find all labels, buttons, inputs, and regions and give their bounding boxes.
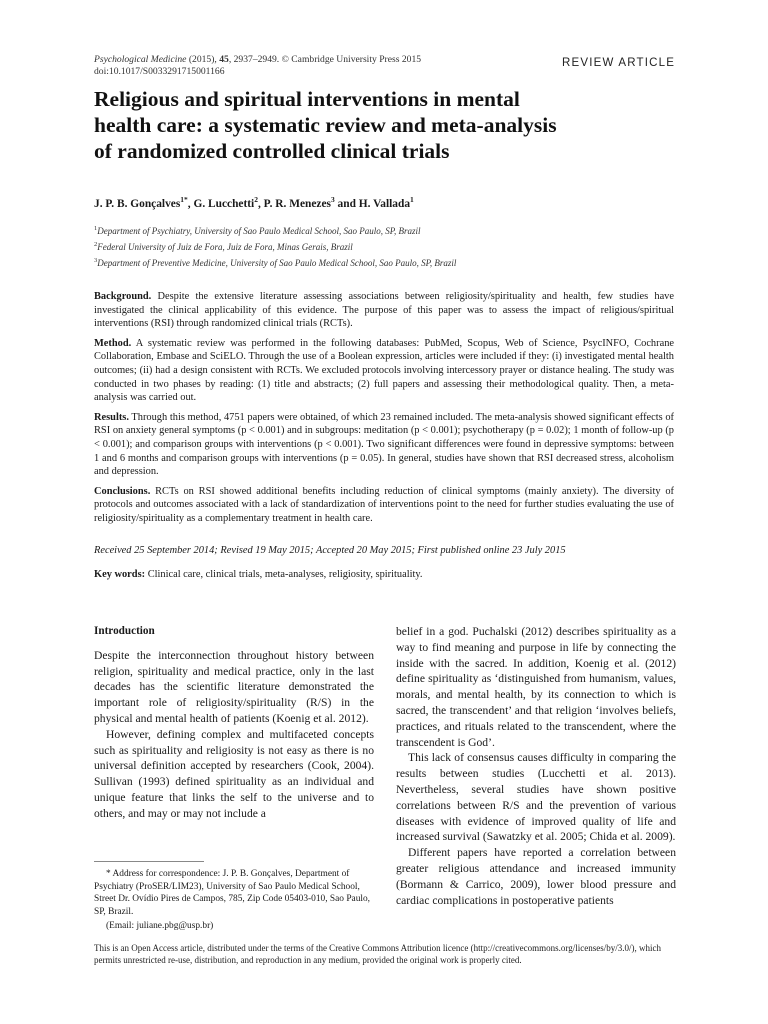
section-heading: Introduction [94, 625, 155, 637]
keywords [94, 569, 694, 580]
abstract-heading: Background. [94, 291, 152, 302]
keywords-label: Key words: [94, 569, 146, 580]
author-affiliation-mark: 2 [254, 195, 258, 204]
abstract [94, 290, 674, 526]
abstract-heading: Method. [94, 337, 132, 349]
affiliation-item [94, 254, 694, 270]
footnote-email[interactable]: (Email: juliane.pbg@usp.br) [106, 921, 214, 932]
abstract-text: A systematic review was performed in the following databases: PubMed, Scopus, Web of Science, PsycINFO, Cochrane Collaboration, Embase and SciELO. Through the use of a Boolean expression, articles were included if they: (i) investigated mental health outcomes; (ii) had a design consistent with RCTs. We excluded protocols involving intercessory prayer or distance healing. The study was conducted in two phases by reading: (1) title and abstracts; (2) full papers and assessing their methodological quality. Then, a meta-analysis was carried out. [94, 337, 674, 404]
journal-citation [94, 54, 514, 66]
body-paragraph: Different papers have reported a correlation between greater religious attendance and increased immunity (Bormann & Carrico, 2009), lower blood pressure and cardiac complications in postoperative patients [396, 846, 676, 907]
affiliation-item [94, 238, 694, 254]
author-affiliation-mark: 3 [330, 195, 335, 204]
title-line-3: of randomized controlled clinical trials [94, 139, 450, 163]
abstract-background [94, 290, 674, 331]
keywords-text: Clinical care, clinical trials, meta-analyses, religiosity, spirituality. [145, 569, 423, 580]
title-line-1: Religious and spiritual interventions in mental [94, 87, 520, 111]
citation-year: (2015), [186, 54, 220, 65]
affiliation-text: Federal University of Juiz de Fora, Juiz de Fora, Minas Gerais, Brazil [97, 242, 353, 252]
license-notice: This is an Open Access article, distributed under the terms of the Creative Commons Attribution licence (http://creativecommons.org/licenses/by/3.0/), which permits unrestricted re-use, distribution, and reproduction in any medium, provided the original work is properly cited. [94, 943, 661, 965]
left-column [94, 624, 374, 822]
affiliation-item [94, 222, 694, 238]
abstract-text: Through this method, 4751 papers were obtained, of which 23 remained included. The meta-analysis showed significant effects of RSI on anxiety general symptoms (p < 0.001) and in subgroups: meditation (p < 0.001); psychotherapy (p = 0.02); 1 month of follow-up (p < 0.001); and comparison groups with interventions (p < 0.001). Two significant differences were found in depressive symptoms: between 1 and 6 months and comparison groups with interventions (p = 0.05). In general, studies have shown that RSI decreased stress, alcoholism and depression. [94, 411, 674, 478]
affiliation-text: Department of Preventive Medicine, University of Sao Paulo Medical School, Sao Paulo, SP, Brazil [97, 258, 457, 268]
author: J. P. B. Gonçalves [94, 197, 181, 210]
journal-name: Psychological Medicine [94, 54, 187, 65]
abstract-text: RCTs on RSI showed additional benefits including reduction of clinical symptoms (mainly anxiety). The diversity of protocols and outcomes associated with a lack of standardization of interventions point to the need for further studies evaluating the use of religiosity/spirituality as a complementary treatment in health care. [94, 485, 674, 524]
affiliation-number: 3 [94, 257, 98, 264]
author: and H. Vallada [334, 197, 411, 210]
body-paragraph: belief in a god. Puchalski (2012) describes spirituality as a way to find meaning and purpose in life by connecting the inside with the sacred. In addition, Koenig et al. (2012) define spirituality as ‘distinguished from humanism, values, morals, and mental health, by its connection to which is sacred, the transcendent’ and that religion ‘involves beliefs, practices, and rituals related to the transcendent, where the transcendent is God’. [396, 625, 676, 749]
affiliations [94, 222, 694, 270]
author: , G. Lucchetti [187, 197, 255, 210]
title-line-2: health care: a systematic review and meta-analysis [94, 113, 557, 137]
body-paragraph: This lack of consensus causes difficulty in comparing the results between studies (Lucchetti et al. 2013). Nevertheless, several studies have shown positive correlations between R/S and the prevention of various diseases with evidence of improved quality of life and increased survival (Sawatzky et al. 2005; Chida et al. 2009). [396, 751, 676, 844]
footnote-rule [94, 861, 204, 862]
footnote-text: * Address for correspondence: J. P. B. Gonçalves, Department of Psychiatry (ProSER/LIM23), University of Sao Paulo Medical School, Street Dr. Ovídio Pires de Campos, 785, Zip Code 05403-010, Sao Paulo, SP, Brazil. [94, 869, 371, 917]
abstract-heading: Results. [94, 411, 129, 423]
author-list [94, 195, 414, 210]
paper-title [94, 86, 694, 164]
abstract-text: Despite the extensive literature assessing associations between religiosity/spirituality and health, few studies have investigated the clinical applicability of this evidence. The purpose of this paper was to assess the impact of religious/spiritual interventions (RSI) through randomized clinical trials (RCTs). [94, 291, 674, 330]
author-affiliation-mark: 1 [410, 195, 414, 204]
abstract-results [94, 411, 674, 479]
affiliation-text: Department of Psychiatry, University of Sao Paulo Medical School, Sao Paulo, SP, Brazil [97, 226, 421, 236]
received-dates: Received 25 September 2014; Revised 19 May 2015; Accepted 20 May 2015; First published online 23 July 2015 [94, 545, 566, 556]
citation-volume: 45 [219, 54, 229, 65]
author: , P. R. Menezes [257, 197, 331, 210]
abstract-heading: Conclusions. [94, 485, 151, 497]
author-affiliation-mark: 1* [180, 195, 188, 204]
doi[interactable]: doi:10.1017/S0033291715001166 [94, 66, 225, 77]
citation-pages-copyright: , 2937–2949. © Cambridge University Press 2015 [228, 54, 422, 65]
right-column [396, 624, 676, 908]
body-paragraph: However, defining complex and multifaceted concepts such as spirituality and religiosity is not easy as there is no universal definition accepted by researchers (Cook, 2004). Sullivan (1993) defined spirituality as an individual and unique feature that links the self to the universe and to others, and may or may not include a [94, 727, 374, 820]
correspondence-footnote [94, 868, 374, 933]
affiliation-number: 1 [94, 225, 98, 232]
body-paragraph: Despite the interconnection throughout history between religion, spirituality and medical practice, only in the last decades has the scientific literature demonstrated the important role of religiosity/spirituality (R/S) in the physical and mental health of patients (Koenig et al. 2012). [94, 648, 374, 725]
abstract-method [94, 337, 674, 405]
affiliation-number: 2 [94, 241, 98, 248]
article-type-label: REVIEW ARTICLE [562, 57, 676, 69]
abstract-conclusions [94, 485, 674, 526]
